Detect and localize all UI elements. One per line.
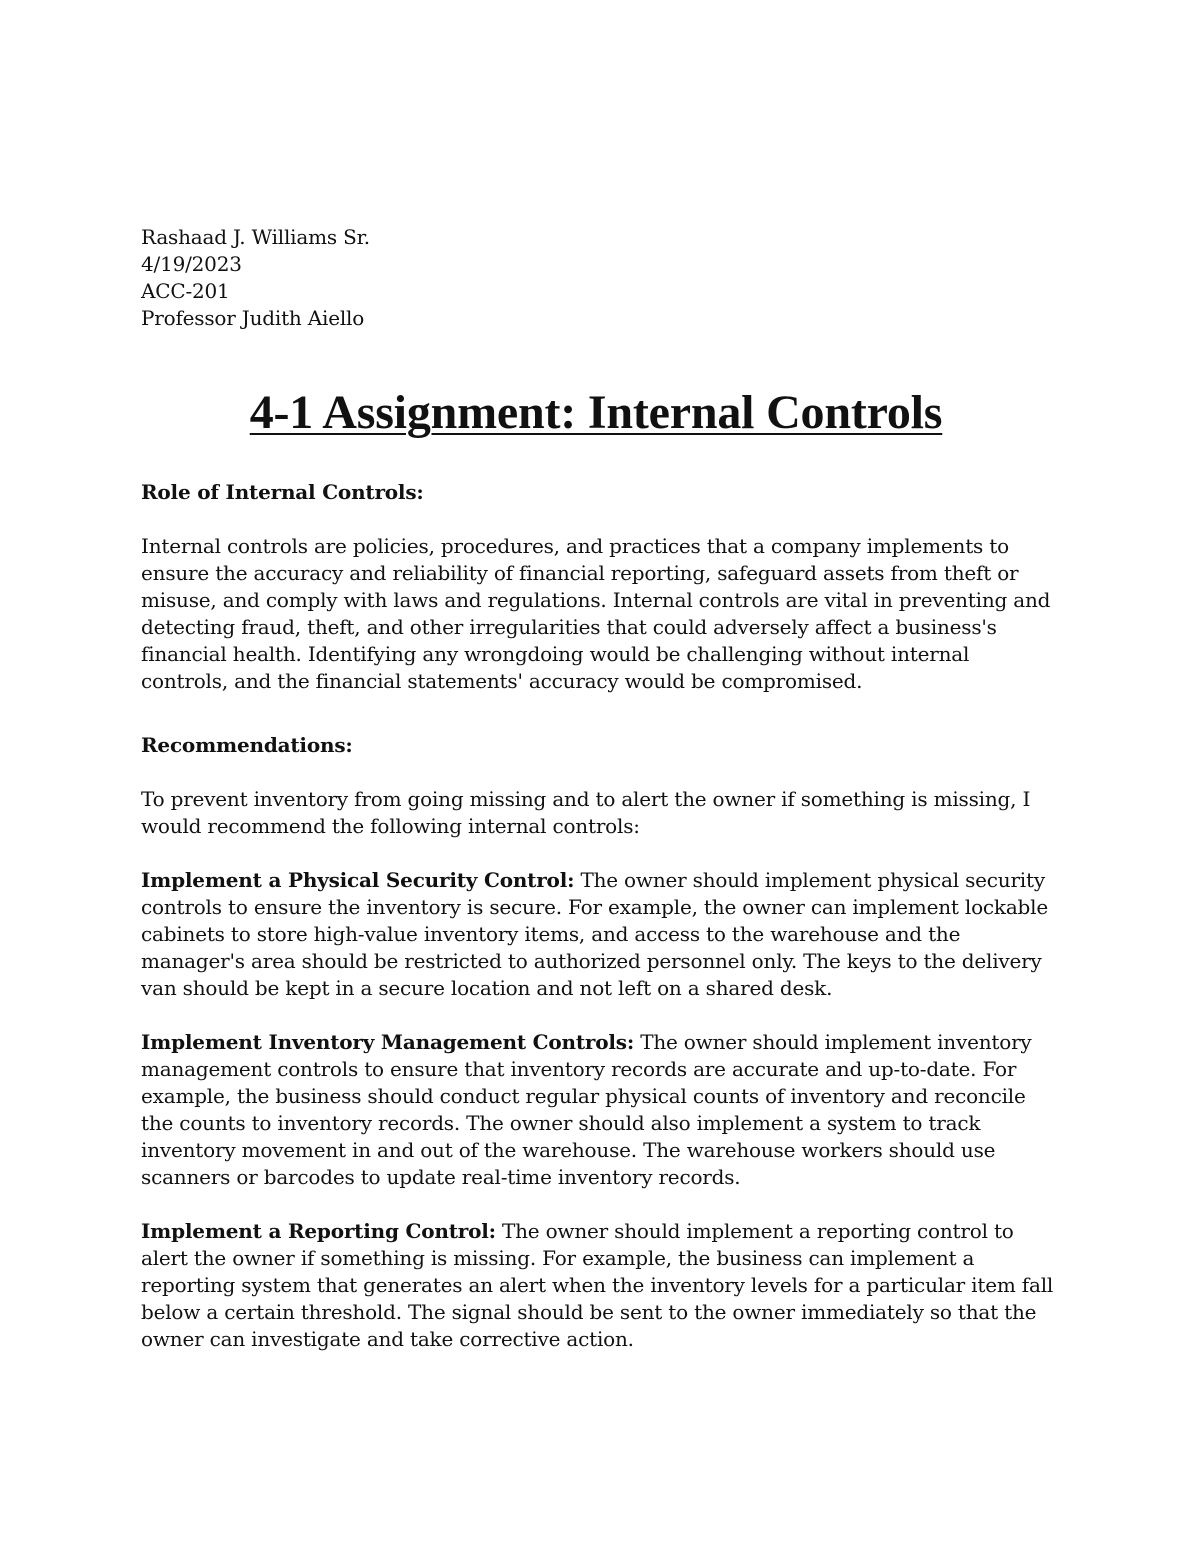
recommendation-label: Implement a Reporting Control: bbox=[141, 1219, 496, 1243]
document-title: 4-1 Assignment: Internal Controls bbox=[249, 386, 943, 439]
course-code: ACC-201 bbox=[141, 279, 230, 303]
recommendation-label: Implement Inventory Management Controls: bbox=[141, 1030, 635, 1054]
recommendations-intro: To prevent inventory from going missing and to alert the owner if something is missing, I would recommend the following internal controls: bbox=[141, 787, 1031, 838]
recommendation-text: The owner should implement a reporting control to alert the owner if something is missing. For example, the business can implement a reporting system that generates an alert when the inventory levels for a particular item fall below a certain threshold. The signal should be sent to the owner immediately so that the owner can investigate and take corrective action. bbox=[141, 1219, 1054, 1351]
header-block bbox=[141, 224, 1061, 332]
professor-name: Professor Judith Aiello bbox=[141, 306, 365, 330]
recommendation-physical-security bbox=[141, 867, 1061, 1002]
recommendations-heading: Recommendations: bbox=[141, 733, 353, 757]
recommendation-label: Implement a Physical Security Control: bbox=[141, 868, 575, 892]
document-body bbox=[141, 224, 1061, 1353]
author-name: Rashaad J. Williams Sr. bbox=[141, 225, 370, 249]
recommendation-reporting bbox=[141, 1218, 1061, 1353]
role-heading: Role of Internal Controls: bbox=[141, 480, 424, 504]
role-paragraph: Internal controls are policies, procedures, and practices that a company implements to ensure the accuracy and reliability of financial reporting, safeguard assets from theft or misuse, and comply with laws and regulations. Internal controls are vital in preventing and detecting fraud, theft, and other irregularities that could adversely affect a business's financial health. Identifying any wrongdoing would be challenging without internal controls, and the financial statements' accuracy would be compromised. bbox=[141, 534, 1051, 693]
recommendation-inventory-management bbox=[141, 1029, 1061, 1191]
recommendation-text: The owner should implement physical security controls to ensure the inventory is secure. For example, the owner can implement lockable cabinets to store high-value inventory items, and access to the warehouse and the manager's area should be restricted to authorized personnel only. The keys to the delivery van should be kept in a secure location and not left on a shared desk. bbox=[141, 868, 1048, 1000]
recommendation-text: The owner should implement inventory management controls to ensure that inventory records are accurate and up-to-date. For example, the business should conduct regular physical counts of inventory and reconcile the counts to inventory records. The owner should also implement a system to track inventory movement in and out of the warehouse. The warehouse workers should use scanners or barcodes to update real-time inventory records. bbox=[141, 1030, 1032, 1189]
assignment-date: 4/19/2023 bbox=[141, 252, 242, 276]
